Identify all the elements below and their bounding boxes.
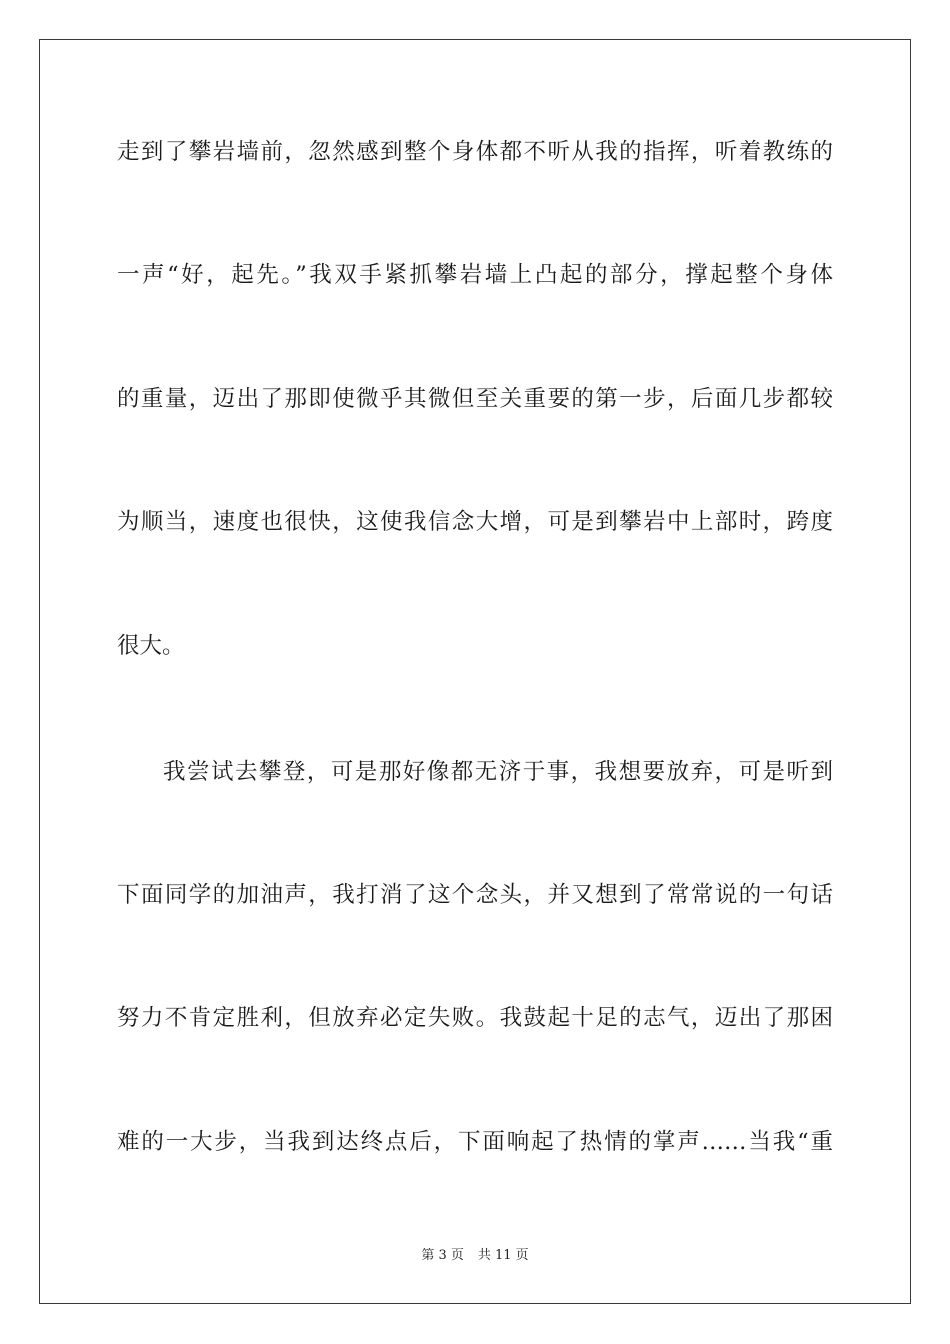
page-border: [39, 39, 911, 1304]
page-footer: [0, 1247, 950, 1265]
page-number: 第 3 页: [421, 1248, 464, 1263]
text-line: 一声“好，起先。”我双手紧抓攀岩墙上凸起的部分，撑起整个身体: [117, 262, 833, 288]
text-line: 难的一大步，当我到达终点后，下面响起了热情的掌声……当我“重: [117, 1129, 833, 1155]
text-line: 下面同学的加油声，我打消了这个念头，并又想到了常常说的一句话: [117, 882, 833, 908]
page-total: 共 11 页: [477, 1248, 529, 1263]
text-line: 我尝试去攀登，可是那好像都无济于事，我想要放弃，可是听到: [163, 759, 833, 785]
text-line: 很大。: [117, 633, 185, 659]
text-line: 的重量，迈出了那即使微乎其微但至关重要的第一步，后面几步都较: [117, 386, 833, 412]
text-line: 为顺当，速度也很快，这使我信念大增，可是到攀岩中上部时，跨度: [117, 509, 833, 535]
text-line: 努力不肯定胜利，但放弃必定失败。我鼓起十足的志气，迈出了那困: [117, 1005, 833, 1031]
text-line: 走到了攀岩墙前，忽然感到整个身体都不听从我的指挥，听着教练的: [117, 139, 833, 165]
